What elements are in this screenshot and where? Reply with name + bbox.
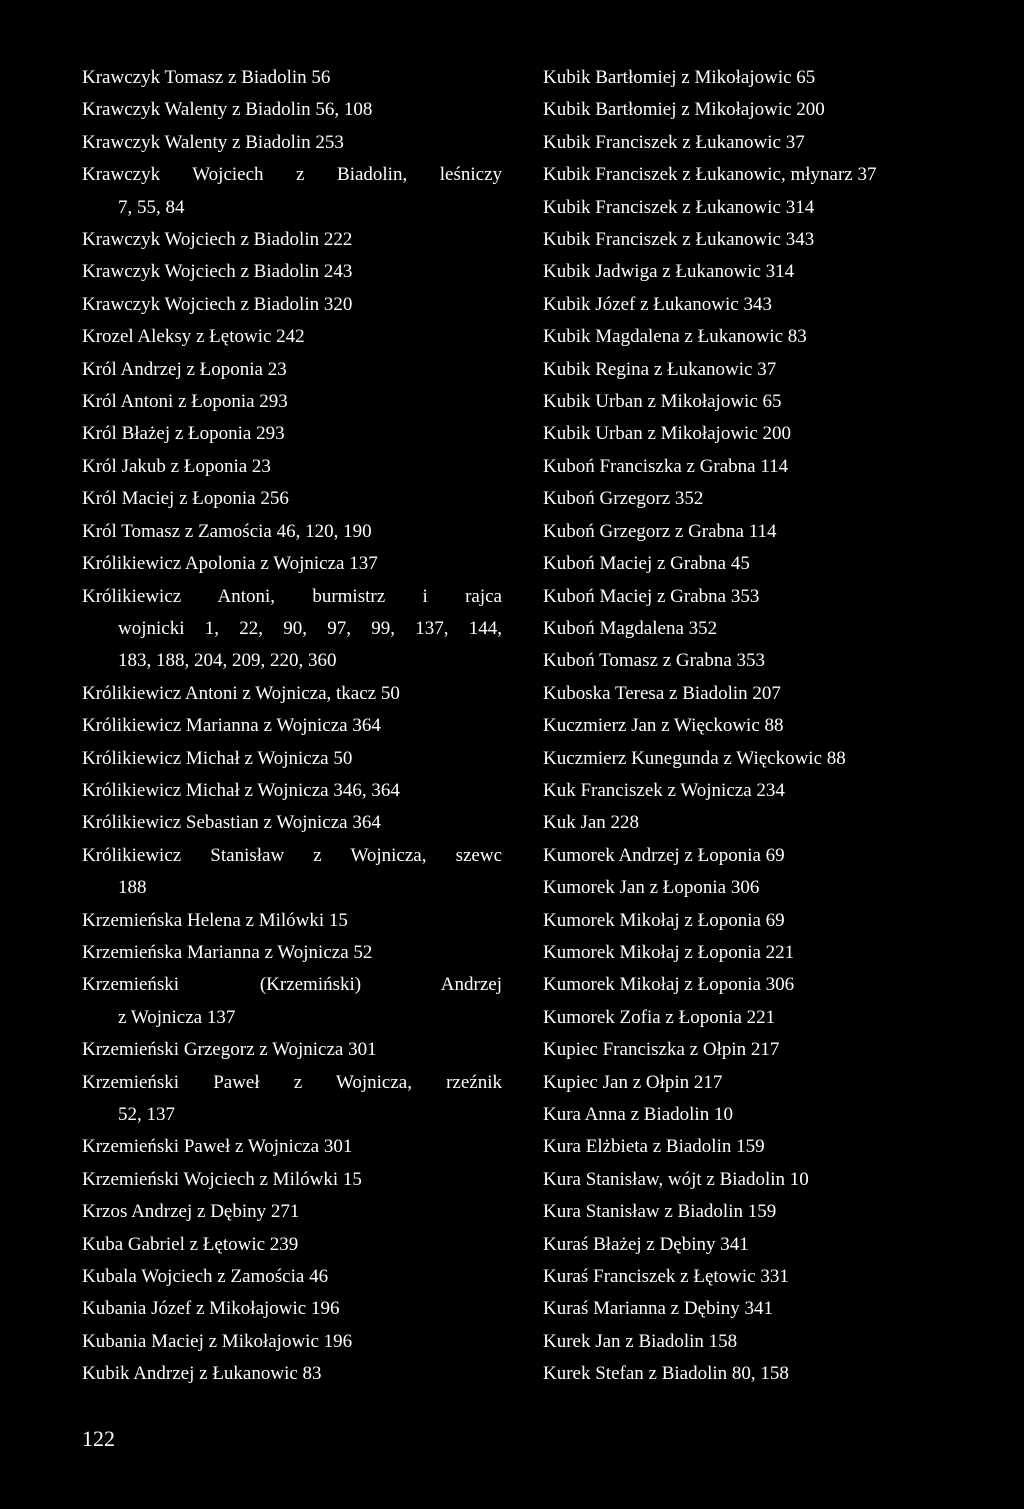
index-entry-text: Kumorek Zofia z Łoponia 221 [543, 1006, 776, 1028]
index-entry-continuation: 188 [118, 877, 147, 899]
index-entry [543, 969, 983, 1001]
index-entry [543, 418, 983, 450]
index-entry-text: Król Jakub z Łoponia 23 [82, 455, 271, 477]
index-entry [543, 1196, 983, 1228]
index-entry-text: Krawczyk Wojciech z Biadolin 320 [82, 293, 353, 315]
index-entry [543, 224, 983, 256]
index-entry [543, 1358, 983, 1390]
index-entry-text: Kubik Regina z Łukanowic 37 [543, 358, 777, 380]
index-entry [82, 354, 502, 386]
index-entry [543, 1261, 983, 1293]
index-entry [82, 516, 502, 548]
index-entry [543, 775, 983, 807]
index-entry-continuation: wojnicki 1, 22, 90, 97, 99, 137, 144, [118, 617, 502, 639]
index-entry [82, 905, 502, 937]
index-entry-text: Królikiewicz Apolonia z Wojnicza 137 [82, 553, 378, 575]
index-entry-text: Kuba Gabriel z Łętowic 239 [82, 1233, 299, 1255]
index-entry-text: Kuboń Franciszka z Grabna 114 [543, 455, 789, 477]
index-entry [82, 710, 502, 742]
index-entry [82, 678, 502, 710]
index-entry-text: Kubik Urban z Mikołajowic 200 [543, 423, 792, 445]
index-entry [82, 386, 502, 418]
index-entry [82, 1261, 502, 1293]
index-entry [543, 1326, 983, 1358]
index-entry-text: Krzemieński Paweł z Wojnicza 301 [82, 1136, 353, 1158]
index-entry-text: Kubik Franciszek z Łukanowic 343 [543, 229, 815, 251]
index-entry-text: Kura Anna z Biadolin 10 [543, 1104, 733, 1125]
index-entry [543, 840, 983, 872]
index-entry-text: Kubania Józef z Mikołajowic 196 [82, 1298, 340, 1320]
index-entry-text: Kumorek Mikołaj z Łoponia 221 [543, 941, 795, 963]
index-entry [82, 969, 502, 1034]
index-entry-text: Kumorek Mikołaj z Łoponia 69 [543, 909, 785, 931]
index-entry-text: Kubik Józef z Łukanowic 343 [543, 293, 772, 315]
index-entry [82, 840, 502, 905]
index-entry-text: Kubik Franciszek z Łukanowic, młynarz 37 [543, 164, 877, 186]
index-entry [82, 62, 502, 94]
index-entry-text: Kura Stanisław z Biadolin 159 [543, 1201, 777, 1223]
index-entry [543, 451, 983, 483]
index-entry [82, 127, 502, 159]
index-entry-text: Kurek Jan z Biadolin 158 [543, 1330, 738, 1352]
index-entry [82, 256, 502, 288]
index-entry [543, 678, 983, 710]
index-entry [543, 354, 983, 386]
index-entry-text: Kuraś Błażej z Dębiny 341 [543, 1233, 749, 1255]
index-entry-text: Kumorek Jan z Łoponia 306 [543, 877, 760, 899]
index-entry-text: Krzemieński (Krzemiński) Andrzej [82, 974, 502, 996]
index-entry-text: Kuczmierz Jan z Więckowic 88 [543, 715, 784, 737]
index-entry [82, 1293, 502, 1325]
index-entry [543, 516, 983, 548]
index-entry [82, 1196, 502, 1228]
index-entry-text: Krawczyk Wojciech z Biadolin 243 [82, 261, 353, 283]
index-entry [543, 710, 983, 742]
index-entry [543, 256, 983, 288]
index-entry-text: Kumorek Andrzej z Łoponia 69 [543, 844, 785, 866]
index-entry-text: Królikiewicz Michał z Wojnicza 50 [82, 747, 353, 769]
index-entry [543, 127, 983, 159]
index-entry [543, 1067, 983, 1099]
index-entry-text: Krzemieńska Marianna z Wojnicza 52 [82, 941, 373, 963]
index-entry-text: Królikiewicz Michał z Wojnicza 346, 364 [82, 779, 400, 801]
index-entry [82, 581, 502, 678]
index-entry-text: Kuboń Maciej z Grabna 353 [543, 585, 760, 607]
index-entry [82, 937, 502, 969]
index-entry [82, 224, 502, 256]
index-entry [543, 1229, 983, 1261]
index-entry-text: Kumorek Mikołaj z Łoponia 306 [543, 974, 795, 996]
index-entry [543, 743, 983, 775]
index-entry [82, 775, 502, 807]
index-entry-text: Król Antoni z Łoponia 293 [82, 391, 288, 413]
page-number: 122 [82, 1426, 115, 1451]
index-entry-text: Krozel Aleksy z Łętowic 242 [82, 326, 305, 348]
index-entry [543, 1002, 983, 1034]
index-entry-text: Kuk Franciszek z Wojnicza 234 [543, 779, 785, 801]
index-entry-text: Królikiewicz Sebastian z Wojnicza 364 [82, 812, 381, 834]
index-entry-text: Królikiewicz Stanisław z Wojnicza, szewc [82, 844, 502, 866]
index-entry-text: Krzemieński Grzegorz z Wojnicza 301 [82, 1039, 377, 1061]
index-entry-text: Kuboń Grzegorz 352 [543, 488, 704, 510]
index-entry [82, 483, 502, 515]
index-entry [543, 192, 983, 224]
index-entry [543, 937, 983, 969]
index-entry-text: Kuboń Tomasz z Grabna 353 [543, 650, 766, 672]
index-column-left [82, 62, 502, 1391]
index-entry [543, 1293, 983, 1325]
index-entry-continuation: 183, 188, 204, 209, 220, 360 [118, 650, 337, 672]
index-entry [82, 418, 502, 450]
index-entry [543, 1131, 983, 1163]
index-entry [543, 581, 983, 613]
index-entry [543, 483, 983, 515]
index-entry-text: Kubik Bartłomiej z Mikołajowic 65 [543, 67, 816, 88]
index-entry-text: Królikiewicz Antoni, burmistrz i rajca [82, 585, 502, 607]
index-entry-text: Krawczyk Tomasz z Biadolin 56 [82, 67, 331, 88]
index-entry [543, 613, 983, 645]
index-entry [543, 1034, 983, 1066]
index-entry-text: Kuczmierz Kunegunda z Więckowic 88 [543, 747, 846, 769]
index-entry-text: Kuk Jan 228 [543, 812, 640, 834]
index-entry-text: Kuboska Teresa z Biadolin 207 [543, 682, 781, 704]
index-entry [82, 94, 502, 126]
index-entry-text: Kuraś Marianna z Dębiny 341 [543, 1298, 774, 1320]
index-entry-text: Król Maciej z Łoponia 256 [82, 488, 289, 510]
index-entry [543, 159, 983, 191]
index-entry-text: Krzemieński Paweł z Wojnicza, rzeźnik [82, 1071, 502, 1093]
index-entry-text: Krzemieński Wojciech z Milówki 15 [82, 1168, 362, 1190]
index-entry [82, 1164, 502, 1196]
index-entry-text: Król Tomasz z Zamościa 46, 120, 190 [82, 520, 372, 542]
index-entry-text: Kubik Andrzej z Łukanowic 83 [82, 1363, 322, 1385]
index-entry-text: Krzos Andrzej z Dębiny 271 [82, 1201, 300, 1223]
index-entry-text: Kuraś Franciszek z Łętowic 331 [543, 1266, 789, 1288]
index-entry [543, 645, 983, 677]
index-entry [82, 159, 502, 224]
index-entry-text: Kubik Urban z Mikołajowic 65 [543, 391, 782, 413]
index-entry [543, 548, 983, 580]
index-entry-text: Król Błażej z Łoponia 293 [82, 423, 285, 445]
index-entry-text: Krawczyk Walenty z Biadolin 56, 108 [82, 99, 373, 121]
index-entry [543, 94, 983, 126]
index-entry [543, 905, 983, 937]
index-entry [82, 1131, 502, 1163]
index-entry-text: Kubik Magdalena z Łukanowic 83 [543, 326, 807, 348]
index-entry [82, 321, 502, 353]
index-entry-text: Kupiec Franciszka z Ołpin 217 [543, 1039, 780, 1061]
index-entry [82, 1229, 502, 1261]
index-entry [543, 1099, 983, 1131]
index-entry [543, 289, 983, 321]
index-entry-text: Kubik Franciszek z Łukanowic 314 [543, 196, 815, 218]
index-entry-text: Krawczyk Wojciech z Biadolin 222 [82, 229, 353, 251]
index-entry-text: Kubala Wojciech z Zamościa 46 [82, 1266, 329, 1288]
index-entry-text: Kurek Stefan z Biadolin 80, 158 [543, 1363, 789, 1385]
index-entry [82, 1358, 502, 1390]
index-entry [543, 62, 983, 94]
index-entry-text: Kuboń Magdalena 352 [543, 617, 718, 639]
index-entry-text: Królikiewicz Antoni z Wojnicza, tkacz 50 [82, 682, 400, 704]
index-entry-text: Kubik Franciszek z Łukanowic 37 [543, 131, 805, 153]
index-entry-continuation: z Wojnicza 137 [118, 1006, 236, 1028]
index-entry [82, 1034, 502, 1066]
index-entry [543, 872, 983, 904]
index-entry-continuation: 52, 137 [118, 1104, 175, 1125]
index-entry-text: Kura Stanisław, wójt z Biadolin 10 [543, 1168, 809, 1190]
index-entry [82, 1326, 502, 1358]
index-entry-text: Kupiec Jan z Ołpin 217 [543, 1071, 723, 1093]
index-entry-text: Kuboń Grzegorz z Grabna 114 [543, 520, 777, 542]
index-entry-text: Kubik Bartłomiej z Mikołajowic 200 [543, 99, 825, 121]
index-entry [543, 321, 983, 353]
index-entry [543, 807, 983, 839]
index-entry [82, 807, 502, 839]
index-entry-text: Król Andrzej z Łoponia 23 [82, 358, 287, 380]
index-entry-text: Kura Elżbieta z Biadolin 159 [543, 1136, 765, 1158]
index-entry-continuation: 7, 55, 84 [118, 196, 185, 218]
index-column-right [543, 62, 983, 1391]
index-entry-text: Krawczyk Walenty z Biadolin 253 [82, 131, 344, 153]
index-entry-text: Krawczyk Wojciech z Biadolin, leśniczy [82, 164, 502, 186]
index-entry-text: Kuboń Maciej z Grabna 45 [543, 553, 750, 575]
index-entry [82, 743, 502, 775]
index-entry [82, 1067, 502, 1132]
index-entry [82, 451, 502, 483]
index-entry-text: Krzemieńska Helena z Milówki 15 [82, 909, 348, 931]
index-entry [82, 548, 502, 580]
index-entry [543, 386, 983, 418]
index-entry [82, 289, 502, 321]
index-entry [543, 1164, 983, 1196]
index-entry-text: Kubania Maciej z Mikołajowic 196 [82, 1330, 353, 1352]
index-entry-text: Kubik Jadwiga z Łukanowic 314 [543, 261, 795, 283]
index-entry-text: Królikiewicz Marianna z Wojnicza 364 [82, 715, 381, 737]
